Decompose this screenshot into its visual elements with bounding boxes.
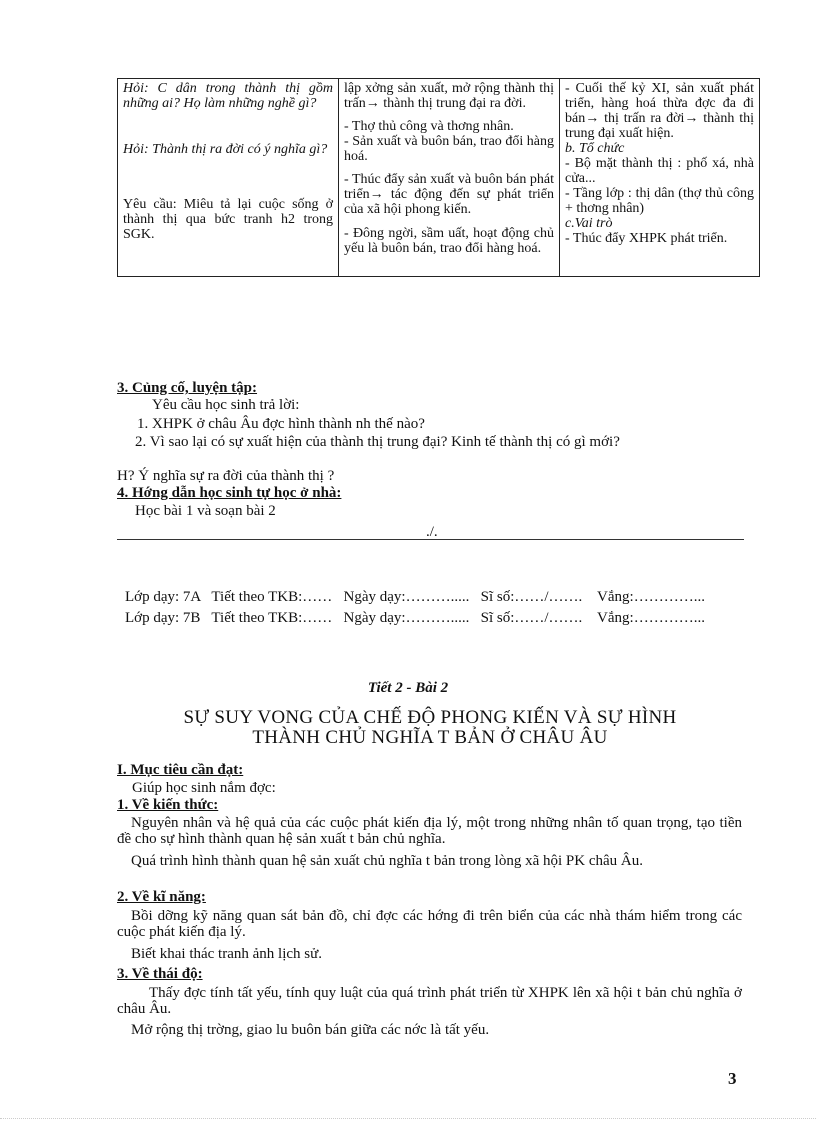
attitude-paragraph-1: Thấy đợc tính tất yếu, tính quy luật của quá trình phát triển từ XHPK lên xã hội t bản chủ nghĩa ở châu Âu. [117,985,742,1017]
attitude-heading: 3. Về thái độ: [117,966,203,982]
lesson-title-line-2: THÀNH CHỦ NGHĨA T BẢN Ở CHÂU ÂU [252,727,608,748]
schedule-date: Ngày dạy:………..... [343,589,470,605]
answer-workshops: lập xởng sản xuất, mở rộng thành thị trấn→ thành thị trung đại ra đời. [344,81,554,111]
lesson-activity-table [117,78,760,277]
question-residents: Hỏi: C dân trong thành thị gồm những ai? Họ làm những nghề gì? [123,81,333,111]
lesson-label: Tiết 2 - Bài 2 [367,680,449,696]
question-significance: Hỏi: Thành thị ra đời có ý nghĩa gì? [123,142,328,157]
schedule-class: Lớp dạy: 7B [125,610,201,626]
schedule-size: Sĩ số:……/……. [480,589,583,605]
content-origin: - Cuối thế kỷ XI, sản xuất phát triển, hàng hoá thừa đợc đa đi bán→ thị trấn ra đời→ thành thị trung đại xuất hiện. [565,81,754,141]
consolidation-question-1: 1. XHPK ở châu Âu đợc hình thành nh thế nào? [137,416,425,432]
answer-residents: - Thợ thủ công và thơng nhân. [344,119,514,134]
content-role: - Thúc đẩy XHPK phát triển. [565,231,728,246]
content-classes: - Tầng lớp : thị dân (thợ thủ công + thơng nhân) [565,186,754,216]
consolidation-line: Yêu cầu học sinh trả lời: [152,397,300,413]
schedule-size: Sĩ số:……/……. [480,610,583,626]
request-describe: Yêu cầu: Miêu tả lại cuộc sống ở thành thị qua bức tranh h2 trong SGK. [123,197,333,242]
consolidation-heading: 3. Củng cố, luyện tập: [117,380,258,396]
content-role-heading: c.Vai trò [565,216,613,231]
schedule-period: Tiết theo TKB:…… [211,610,333,626]
consolidation-question-2: 2. Vì sao lại có sự xuất hiện của thành thị trung đại? Kinh tế thành thị có gì mới? [135,434,620,450]
knowledge-paragraph-1: Nguyên nhân và hệ quả của các cuộc phát kiến địa lý, một trong những nhân tố quan trọng, tạo tiền đề cho sự hình thành quan hệ sản xuất t bản chủ nghĩa. [117,815,742,847]
schedule-absent: Vắng:…………... [597,589,705,605]
consolidation-question-3: H? Ý nghĩa sự ra đời của thành thị ? [117,468,335,484]
objectives-intro: Giúp học sinh nắm đợc: [132,780,276,796]
answer-activities: - Sản xuất và buôn bán, trao đổi hàng hoá. [344,134,554,164]
lesson-title-line-1: SỰ SUY VONG CỦA CHẾ ĐỘ PHONG KIẾN VÀ SỰ HÌNH [183,707,677,728]
attitude-paragraph-2: Mở rộng thị trờng, giao lu buôn bán giữa các nớc là tất yếu. [131,1022,490,1038]
schedule-date: Ngày dạy:………..... [343,610,470,626]
section-divider [117,539,744,540]
question-column [118,79,339,277]
content-column [560,79,760,277]
objectives-heading: I. Mục tiêu cần đạt: [117,762,244,778]
schedule-absent: Vắng:…………... [597,610,705,626]
schedule-row [125,610,705,627]
page-bottom-rule [0,1118,816,1119]
skills-paragraph-1: Bồi dỡng kỹ năng quan sát bản đồ, chỉ đợc các hớng đi trên biển của các nhà thám hiểm trong các cuộc phát kiến địa lý. [117,908,742,940]
homework-line: Học bài 1 và soạn bài 2 [135,503,276,519]
answer-description: - Đông ngời, sầm uất, hoạt động chủ yếu là buôn bán, trao đổi hàng hoá. [344,226,554,256]
content-organization-heading: b. Tổ chức [565,141,625,156]
skills-heading: 2. Về kĩ năng: [117,889,206,905]
table-row [118,79,760,277]
lesson-title [110,708,750,748]
page-number: 3 [728,1069,737,1088]
schedule-period: Tiết theo TKB:…… [211,589,333,605]
homework-heading: 4. Hớng dẫn học sinh tự học ở nhà: [117,485,342,501]
answer-column [339,79,560,277]
content-appearance: - Bộ mặt thành thị : phố xá, nhà cửa... [565,156,754,186]
end-mark: ./. [426,524,438,540]
skills-paragraph-2: Biết khai thác tranh ảnh lịch sử. [131,946,322,962]
knowledge-heading: 1. Về kiến thức: [117,797,219,813]
answer-significance: - Thúc đẩy sản xuất và buôn bán phát triển→ tác động đến sự phát triển của xã hội phong kiến. [344,172,554,217]
knowledge-paragraph-2: Quá trình hình thành quan hệ sản xuất chủ nghĩa t bản trong lòng xã hội PK châu Âu. [131,853,643,869]
schedule-row [125,589,705,606]
schedule-class: Lớp dạy: 7A [125,589,201,605]
